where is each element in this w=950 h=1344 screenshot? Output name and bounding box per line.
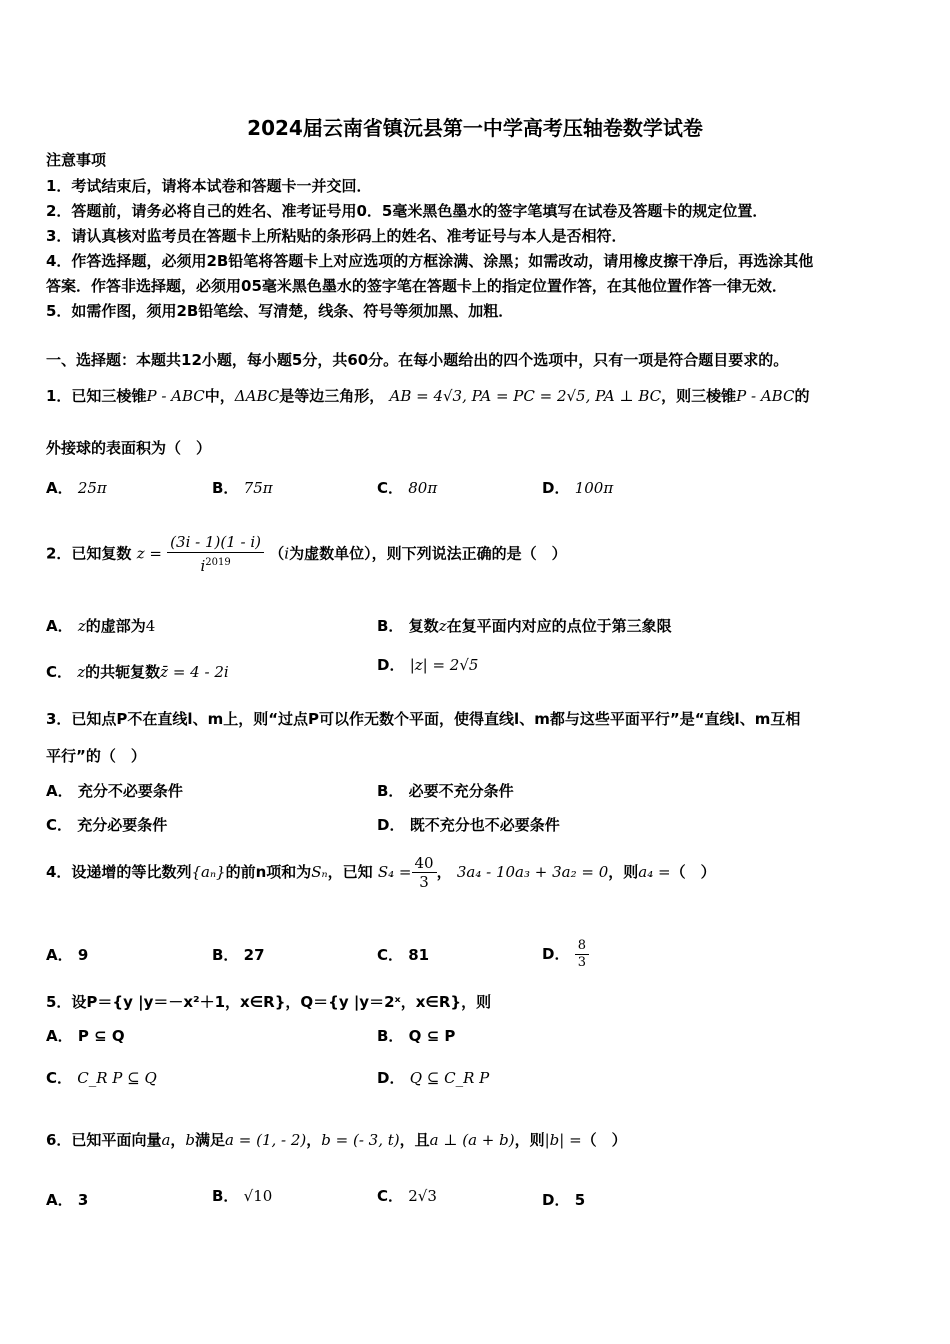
option-d: D． 100π <box>542 479 614 497</box>
option-b: B． 75π <box>212 479 273 497</box>
question-1-line-2: 外接球的表面积为（ ） <box>46 439 212 457</box>
question-3: 3．已知点P不在直线l、m上，则“过点P可以作无数个平面，使得直线l、m都与这些平面平行”是“直线l、m互相 <box>46 710 801 728</box>
option-a: A． P ⊆ Q <box>46 1027 125 1045</box>
option-a: A． z的虚部为4 <box>46 617 156 635</box>
notice-item: 1．考试结束后，请将本试卷和答题卡一并交回． <box>46 177 372 195</box>
notice-item: 2．答题前，请务必将自己的姓名、准考证号用0．5毫米黑色墨水的签字笔填写在试卷及答题卡的规定位置． <box>46 202 768 220</box>
option-d: D． 5 <box>542 1191 586 1209</box>
option-d: D． |z| = 2√5 <box>377 656 479 674</box>
option-b: B． 27 <box>212 946 265 964</box>
question-2: 2．已知复数 z = $\frac{(3i - 1)(1 - i)}{i^{2019}}$ （i为虚数单位），则下列说法正确的是（ ） <box>46 533 567 575</box>
option-b: B． 必要不充分条件 <box>377 782 514 800</box>
question-4: 4．设递增的等比数列{aₙ}的前n项和为Sₙ，已知 S₄ = $\frac{40}{3}$ ， 3a₄ - 10a₃ + 3a₂ = 0，则a₄ =（ ） <box>46 854 716 891</box>
option-c: C． 2√3 <box>377 1187 437 1205</box>
notice-item: 3．请认真核对监考员在答题卡上所粘贴的条形码上的姓名、准考证号与本人是否相符． <box>46 227 627 245</box>
option-a: A． 25π <box>46 479 107 497</box>
question-5: 5．设P＝{y |y＝－x²＋1，x∈R}，Q＝{y |y＝2ˣ，x∈R}，则 <box>46 993 492 1011</box>
notice-heading: 注意事项 <box>46 151 107 169</box>
page-title: 2024届云南省镇沅县第一中学高考压轴卷数学试卷 <box>247 116 703 140</box>
option-a: A． 3 <box>46 1191 89 1209</box>
option-b: B． Q ⊆ P <box>377 1027 456 1045</box>
option-a: A． 充分不必要条件 <box>46 782 183 800</box>
option-c: C． 80π <box>377 479 438 497</box>
notice-item: 5．如需作图，须用2B铅笔绘、写清楚，线条、符号等须加黑、加粗． <box>46 302 514 320</box>
option-d: D． $\frac{8}{3}$ <box>542 934 589 974</box>
option-a: A． 9 <box>46 946 89 964</box>
option-d: D． 既不充分也不必要条件 <box>377 816 560 834</box>
notice-item: 答案．作答非选择题，必须用05毫米黑色墨水的签字笔在答题卡上的指定位置作答，在其他位置作答一律无效． <box>46 277 787 295</box>
option-d: D． Q ⊆ C_R P <box>377 1069 490 1087</box>
question-6: 6．已知平面向量a，b满足a = (1, - 2)，b = (- 3, t)，且a ⊥ (a + b)，则|b| =（ ） <box>46 1131 627 1149</box>
option-b: B． 复数z在复平面内对应的点位于第三象限 <box>377 617 672 635</box>
option-b: B． √10 <box>212 1187 273 1205</box>
section-heading: 一、选择题：本题共12小题，每小题5分，共60分。在每小题给出的四个选项中，只有一项是符合题目要求的。 <box>46 351 789 369</box>
question-3-line-2: 平行”的（ ） <box>46 747 146 765</box>
option-c: C． 充分必要条件 <box>46 816 168 834</box>
option-c: C． 81 <box>377 946 430 964</box>
option-c: C． z的共轭复数z̄ = 4 - 2i <box>46 663 229 681</box>
notice-item: 4．作答选择题，必须用2B铅笔将答题卡上对应选项的方框涂满、涂黑；如需改动，请用橡皮擦干净后，再选涂其他 <box>46 252 814 270</box>
question-1: 1．已知三棱锥P - ABC中，ΔABC是等边三角形， AB = 4√3, PA = PC = 2√5, PA ⊥ BC，则三棱锥P - ABC的 <box>46 387 810 405</box>
option-c: C． C_R P ⊆ Q <box>46 1069 157 1087</box>
